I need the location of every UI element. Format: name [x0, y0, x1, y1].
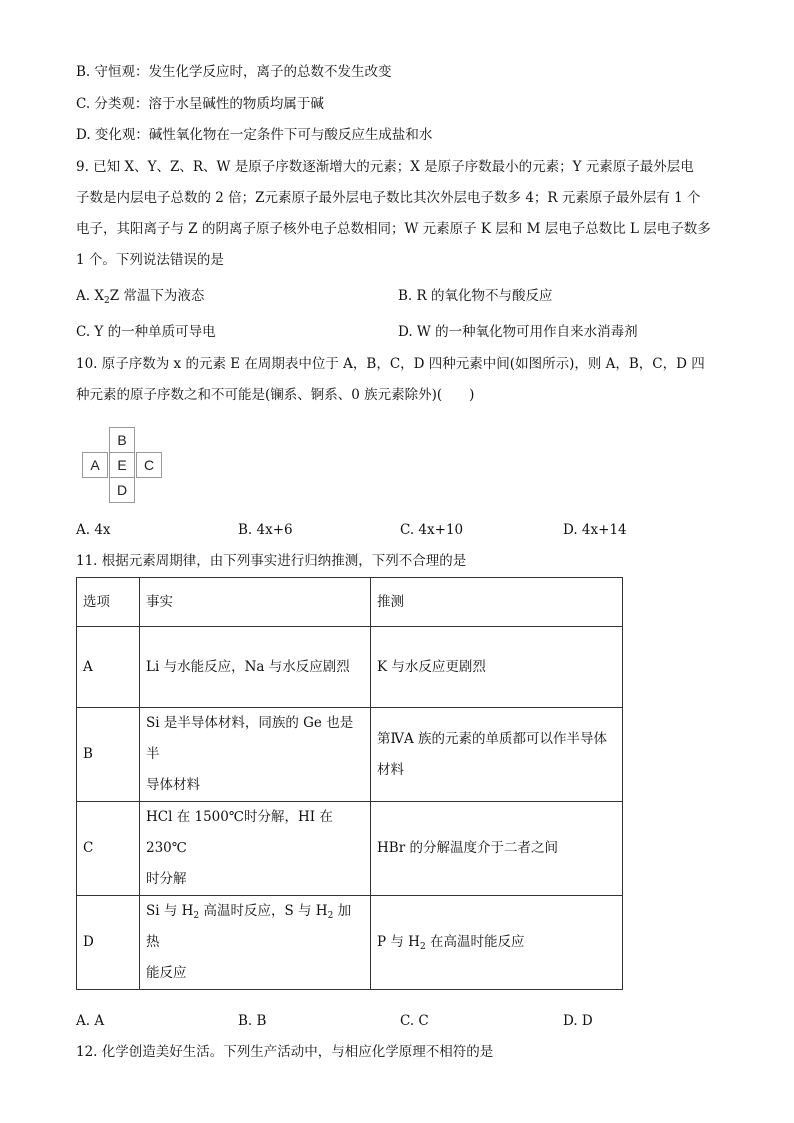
q10-option-b[interactable]: B. 4x+6 [238, 522, 293, 538]
q9-option-c[interactable]: C. Y 的一种单质可导电 [76, 324, 216, 340]
row-fact-line: 时分解 [146, 871, 187, 887]
q11-table [76, 577, 623, 990]
q10-stem-line-1: 10. 原子序数为 x 的元素 E 在周期表中位于 A，B，C，D 四种元素中间(如图所示)，则 A，B，C，D 四 [76, 356, 705, 372]
grid-cell-bottom: D [109, 477, 135, 503]
row-fact [140, 896, 371, 990]
row-option: A [77, 627, 140, 708]
table-row [77, 708, 623, 802]
table-row [77, 802, 623, 896]
row-fact [140, 708, 371, 802]
q9-option-a[interactable] [76, 286, 204, 306]
grid-cell-center: E [109, 452, 135, 478]
q10-option-c[interactable]: C. 4x+10 [400, 522, 464, 538]
q9-stem-line-2: 子数是内层电子总数的 2 倍；Z元素原子最外层电子数比其次外层电子数多 4；R 元素原子最外层有 1 个 [76, 190, 701, 206]
row-fact-line: Si 与 $H_2$ 高温时反应，S 与 $H_2$ 加热 [146, 903, 352, 950]
q10-stem-line-2: 种元素的原子序数之和不可能是(镧系、锕系、0 族元素除外)( ) [76, 387, 475, 403]
q11-option-d[interactable]: D. D [563, 1013, 593, 1029]
row-option: C [77, 802, 140, 896]
grid-cell-left: A [82, 452, 108, 478]
row-guess: P 与 $H_2$ 在高温时能反应 [371, 896, 623, 990]
row-guess-line: 第ⅣA 族的元素的单质都可以作半导体 [377, 730, 608, 747]
row-fact-line: Si 是半导体材料，同族的 Ge 也是半 [146, 715, 354, 762]
q9-option-b[interactable]: B. R 的氧化物不与酸反应 [398, 288, 553, 304]
row-fact-line: 能反应 [146, 965, 187, 981]
row-guess-line: 材料 [377, 761, 404, 778]
header-fact: 事实 [140, 578, 371, 627]
row-fact: Li 与水能反应，Na 与水反应剧烈 [140, 627, 371, 708]
table-row [77, 627, 623, 708]
header-guess: 推测 [371, 578, 623, 627]
q9-option-a-prefix: A. [76, 288, 91, 304]
q11-option-b[interactable]: B. B [238, 1013, 267, 1029]
row-option: D [77, 896, 140, 990]
q8-option-d: D. 变化观：碱性氧化物在一定条件下可与酸反应生成盐和水 [76, 127, 433, 143]
q9-stem-line-4: 1 个。下列说法错误的是 [76, 252, 224, 268]
q8-option-c: C. 分类观：溶于水呈碱性的物质均属于碱 [76, 96, 324, 112]
row-option: B [77, 708, 140, 802]
q9-option-a-formula-z: Z [109, 288, 120, 304]
q9-option-a-text: 常温下为液态 [119, 288, 205, 304]
q11-option-c[interactable]: C. C [400, 1013, 429, 1029]
grid-cell-right: C [136, 452, 162, 478]
periodic-position-diagram [82, 427, 162, 507]
row-fact-line: HCl 在 1500℃时分解，HI 在 230℃ [146, 809, 333, 856]
row-guess [371, 708, 623, 802]
q10-option-a[interactable]: A. 4x [76, 522, 111, 538]
q11-stem: 11. 根据元素周期律，由下列事实进行归纳推测，下列不合理的是 [76, 553, 467, 569]
q12-stem: 12. 化学创造美好生活。下列生产活动中，与相应化学原理不相符的是 [76, 1044, 494, 1060]
q9-stem-line-3: 电子，其阳离子与 Z 的阴离子原子核外电子总数相同；W 元素原子 K 层和 M 层电子总数比 L 层电子数多 [76, 221, 711, 237]
table-header-row [77, 578, 623, 627]
header-option: 选项 [77, 578, 140, 627]
grid-cell-top: B [109, 427, 135, 453]
row-fact [140, 802, 371, 896]
row-guess: HBr 的分解温度介于二者之间 [371, 802, 623, 896]
q9-stem-line-1: 9. 已知 X、Y、Z、R、W 是原子序数逐渐增大的元素；X 是原子序数最小的元素；Y 元素原子最外层电 [76, 159, 694, 175]
q8-option-b: B. 守恒观：发生化学反应时，离子的总数不发生改变 [76, 64, 392, 80]
q9-option-a-subscript: 2 [103, 296, 110, 306]
q11-option-a[interactable]: A. A [76, 1013, 105, 1029]
q9-option-d[interactable]: D. W 的一种氧化物可用作自来水消毒剂 [398, 324, 638, 340]
table-row [77, 896, 623, 990]
q9-option-a-formula: X [94, 288, 104, 304]
row-fact-line: 导体材料 [146, 777, 200, 793]
q10-option-d[interactable]: D. 4x+14 [563, 522, 627, 538]
row-guess: K 与水反应更剧烈 [371, 627, 623, 708]
